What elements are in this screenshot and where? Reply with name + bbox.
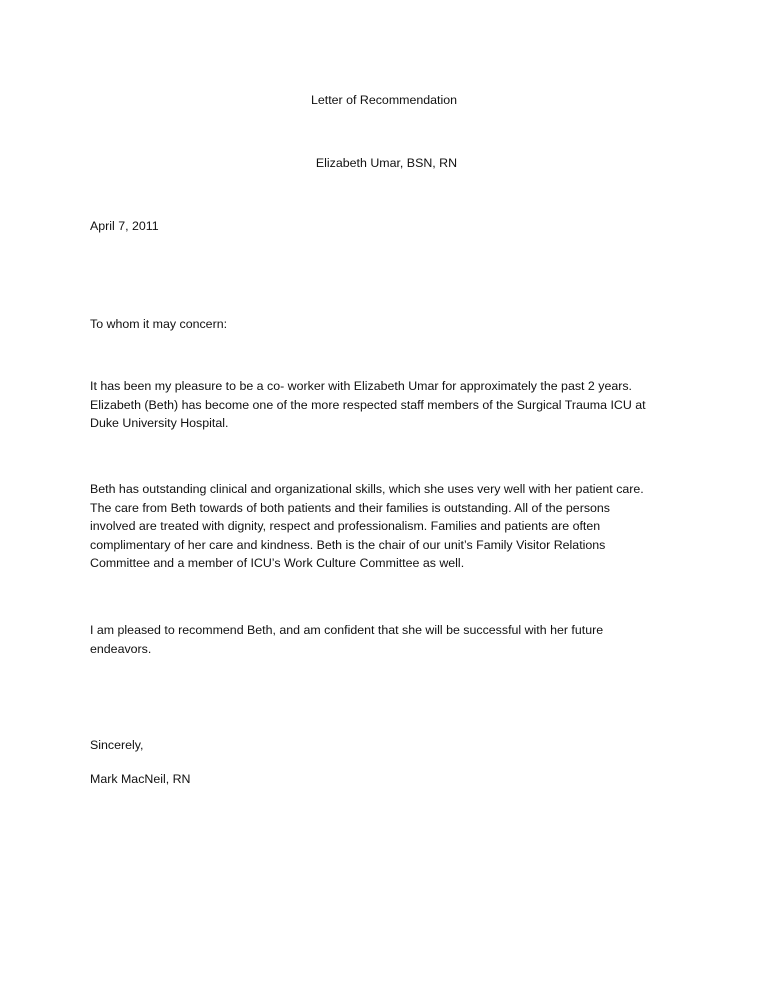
paragraph-2-line: Beth has outstanding clinical and organizational skills, which she uses very well with her patient care. <box>90 482 644 496</box>
paragraph-3-line: endeavors. <box>90 641 152 656</box>
closing: Sincerely, <box>90 738 144 752</box>
salutation: To whom it may concern: <box>90 317 228 331</box>
paragraph-1 <box>90 377 670 433</box>
paragraph-1-line: It has been my pleasure to be a co- worker with Elizabeth Umar for approximately the past 2 years. <box>90 379 632 393</box>
paragraph-2-line: involved are treated with dignity, respect and professionalism. Families and patients are often <box>90 519 601 533</box>
signature-name: Mark MacNeil, RN <box>90 772 191 786</box>
letter-date: April 7, 2011 <box>90 219 159 233</box>
paragraph-1-line: Duke University Hospital. <box>90 416 229 430</box>
paragraph-2-line: The care from Beth towards of both patients and their families is outstanding. All of the persons <box>90 500 611 515</box>
paragraph-1-line: Elizabeth (Beth) has become one of the more respected staff members of the Surgical Trauma ICU at <box>90 397 646 412</box>
paragraph-2-line: Committee and a member of ICU’s Work Culture Committee as well. <box>90 556 465 570</box>
paragraph-3-line: I am pleased to recommend Beth, and am confident that she will be successful with her future <box>90 623 604 637</box>
paragraph-3 <box>90 621 670 658</box>
paragraph-2-line: complimentary of her care and kindness. Beth is the chair of our unit’s Family Visitor Relations <box>90 537 606 552</box>
paragraph-2 <box>90 480 670 573</box>
letter-subject: Elizabeth Umar, BSN, RN <box>315 156 458 170</box>
letter-title: Letter of Recommendation <box>310 93 457 107</box>
